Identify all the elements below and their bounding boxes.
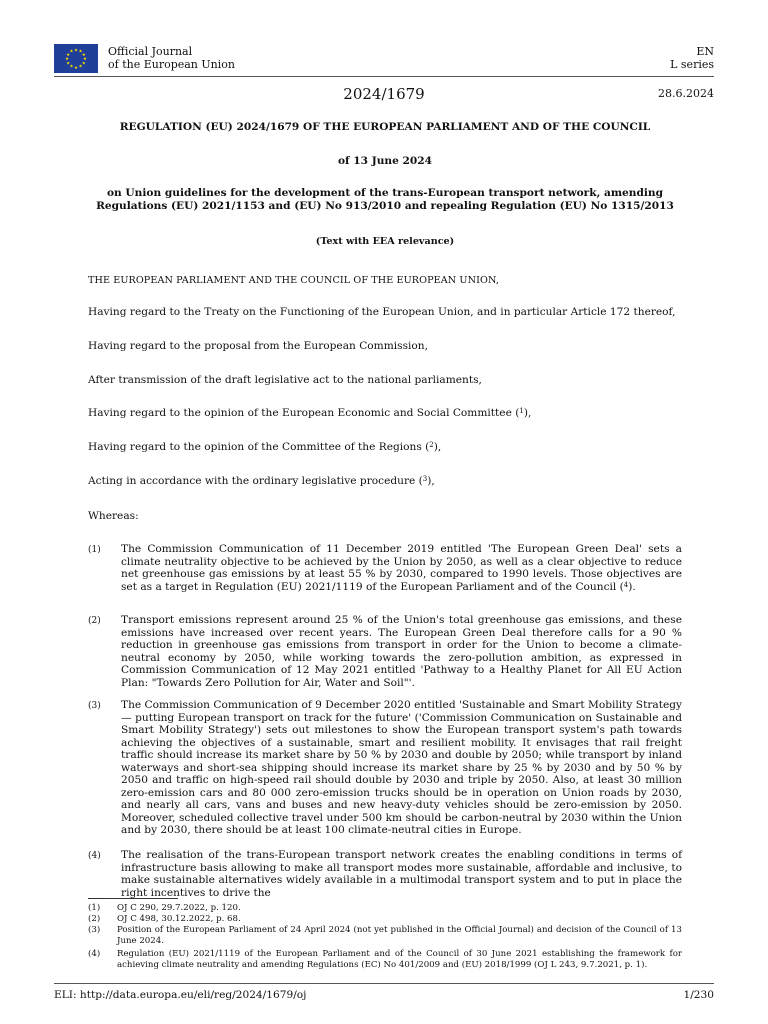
recital-3 <box>88 699 682 837</box>
publication-date: 28.6.2024 <box>658 87 714 100</box>
recital-1-end: ). <box>628 580 636 593</box>
series-label: L series <box>670 58 714 71</box>
footnote-1 <box>88 903 682 914</box>
svg-text:★: ★ <box>69 49 74 55</box>
journal-series-block <box>670 45 714 71</box>
footnote-text: Position of the European Parliament of 24 April 2024 (not yet published in the Official Journal) and decision of the Council of 13 June 2024. <box>117 925 682 946</box>
recital-number: (2) <box>88 616 101 626</box>
svg-text:★: ★ <box>81 53 86 58</box>
footnote-mark: (4) <box>88 949 101 959</box>
svg-text:★: ★ <box>78 49 83 55</box>
preamble-citation-cor <box>88 441 682 454</box>
footnote-ref-3[interactable]: 3 <box>422 475 428 483</box>
preamble-citation-cor-end: ), <box>433 441 442 453</box>
footer-divider <box>54 983 714 984</box>
page-number: 1/230 <box>683 989 714 1001</box>
svg-text:★: ★ <box>66 61 71 67</box>
footnote-divider <box>88 898 178 899</box>
svg-text:★: ★ <box>78 64 83 70</box>
svg-text:★: ★ <box>66 53 71 58</box>
regulation-subject-line1: on Union guidelines for the development of the trans-European transport network, amending <box>106 187 664 199</box>
recital-text: Transport emissions represent around 25 % of the Union's total greenhouse gas emissions, and these emissions have increased over recent years. The European Green Deal therefore calls for a 90 % reduction in greenhouse gas emissions from transport in order for the Union to become a climate-neutral economy by 2050, while working towards the zero-pollution ambition, as expressed in Commission Communication of 12 May 2021 entitled 'Pathway to a Healthy Planet for All EU Action Plan: "Towards Zero Pollution for Air, Water and Soil"'. <box>121 614 682 689</box>
preamble-citation-proposal: Having regard to the proposal from the European Commission, <box>88 340 428 352</box>
svg-text:★: ★ <box>81 61 86 67</box>
footnote-mark: (3) <box>88 925 101 935</box>
recital-4 <box>88 849 682 899</box>
preamble-citation-procedure-text: Acting in accordance with the ordinary legislative procedure ( <box>88 475 423 487</box>
preamble-citation-cor-text: Having regard to the opinion of the Committee of the Regions ( <box>88 441 430 453</box>
footnote-ref-2[interactable]: 2 <box>429 441 434 449</box>
regulation-date: of 13 June 2024 <box>337 155 433 167</box>
recital-1-body: The Commission Communication of 11 December 2019 entitled 'The European Green Deal' sets a climate neutrality objective to be achieved by the Union by 2050, as well as a clear objective to reduce net greenhouse gas emissions by at least 55 % by 2030, compared to 1990 levels. Those objectives are set as a target in Regulation (EU) 2021/1119 of the European Parliament and of the Council ( <box>121 543 682 593</box>
preamble-citation-procedure <box>88 475 682 488</box>
eea-relevance: (Text with EEA relevance) <box>315 236 455 247</box>
svg-text:★: ★ <box>82 57 88 63</box>
footnote-2 <box>88 914 682 925</box>
eu-flag-icon <box>54 44 98 73</box>
journal-title <box>108 45 235 71</box>
footnote-ref-1[interactable]: 1 <box>519 407 524 415</box>
recital-text: The realisation of the trans-European transport network creates the enabling conditions in terms of infrastructure basis allowing to make all transport modes more sustainable, affordable and inclusive, to make sustainable alternatives widely available in a multimodal transport system and to put in place the right incentives to drive the <box>121 849 682 899</box>
footnote-4 <box>88 949 682 970</box>
preamble-citation-treaty: Having regard to the Treaty on the Functioning of the European Union, and in particular Article 172 thereof, <box>88 306 676 318</box>
footnote-mark: (1) <box>88 903 101 913</box>
header-divider <box>54 76 714 77</box>
preamble-citation-parliaments: After transmission of the draft legislative act to the national parliaments, <box>88 374 482 386</box>
preamble-citation-eesc-text: Having regard to the opinion of the European Economic and Social Committee ( <box>88 407 520 419</box>
svg-text:★: ★ <box>69 64 74 70</box>
preamble-citation-eesc <box>88 407 682 420</box>
recital-text <box>121 543 682 593</box>
whereas-heading: Whereas: <box>88 510 139 522</box>
svg-text:★: ★ <box>73 65 79 71</box>
footnote-text: Regulation (EU) 2021/1119 of the European Parliament and of the Council of 30 June 2021 establishing the framework for achieving climate neutrality and amending Regulations (EC) No 401/2009 and (EU) 2018/1999 (OJ L 243, 9.7.2021, p. 1). <box>117 949 682 970</box>
journal-title-line1: Official Journal <box>108 45 193 58</box>
journal-title-line2: of the European Union <box>108 58 235 71</box>
svg-text:★: ★ <box>73 48 79 54</box>
footnote-ref-4[interactable]: 4 <box>623 580 629 589</box>
regulation-subject <box>88 187 682 213</box>
preamble-institutions: THE EUROPEAN PARLIAMENT AND THE COUNCIL OF THE EUROPEAN UNION, <box>88 275 499 286</box>
footnote-mark: (2) <box>88 914 101 924</box>
recital-number: (4) <box>88 851 101 861</box>
footnote-3 <box>88 925 682 946</box>
footnote-text: OJ C 498, 30.12.2022, p. 68. <box>117 914 241 924</box>
preamble-citation-procedure-end: ), <box>427 475 435 487</box>
language-code: EN <box>696 45 714 58</box>
eli-link[interactable]: ELI: http://data.europa.eu/eli/reg/2024/1679/oj <box>54 989 307 1001</box>
document-number: 2024/1679 <box>343 85 425 103</box>
preamble-citation-eesc-end: ), <box>523 407 532 419</box>
svg-text:★: ★ <box>64 57 70 63</box>
recital-number: (3) <box>88 701 101 711</box>
recital-text: The Commission Communication of 9 December 2020 entitled 'Sustainable and Smart Mobility Strategy — putting European transport on track for the future' ('Commission Communication on Sustainable and Smart Mobility Strategy') sets out milestones to show the European transport system's path towards achieving the objectives of a sustainable, smart and resilient mobility. It envisages that rail freight traffic should increase its market share by 50 % by 2030 and double by 2050; while transport by inland waterways and short-sea shipping should increase its market share by 25 % by 2030 and by 50 % by 2050 and traffic on high-speed rail should double by 2030 and triple by 2050. Also, at least 30 million zero-emission cars and 80 000 zero-emission trucks should be in operation on Union roads by 2030, and nearly all cars, vans and buses and new heavy-duty vehicles should be zero-emission by 2050. Moreover, scheduled collective travel under 500 km should be carbon-neutral by 2030 within the Union and by 2030, there should be at least 100 climate-neutral cities in Europe. <box>121 699 682 836</box>
recital-1 <box>88 543 682 593</box>
recital-number: (1) <box>88 545 101 555</box>
footnote-text: OJ C 290, 29.7.2022, p. 120. <box>117 903 241 913</box>
regulation-title: REGULATION (EU) 2024/1679 OF THE EUROPEAN PARLIAMENT AND OF THE COUNCIL <box>119 121 651 133</box>
recital-2 <box>88 614 682 689</box>
regulation-subject-line2: Regulations (EU) 2021/1153 and (EU) No 913/2010 and repealing Regulation (EU) No 1315/2013 <box>96 200 674 212</box>
eu-flag-svg <box>54 44 98 73</box>
